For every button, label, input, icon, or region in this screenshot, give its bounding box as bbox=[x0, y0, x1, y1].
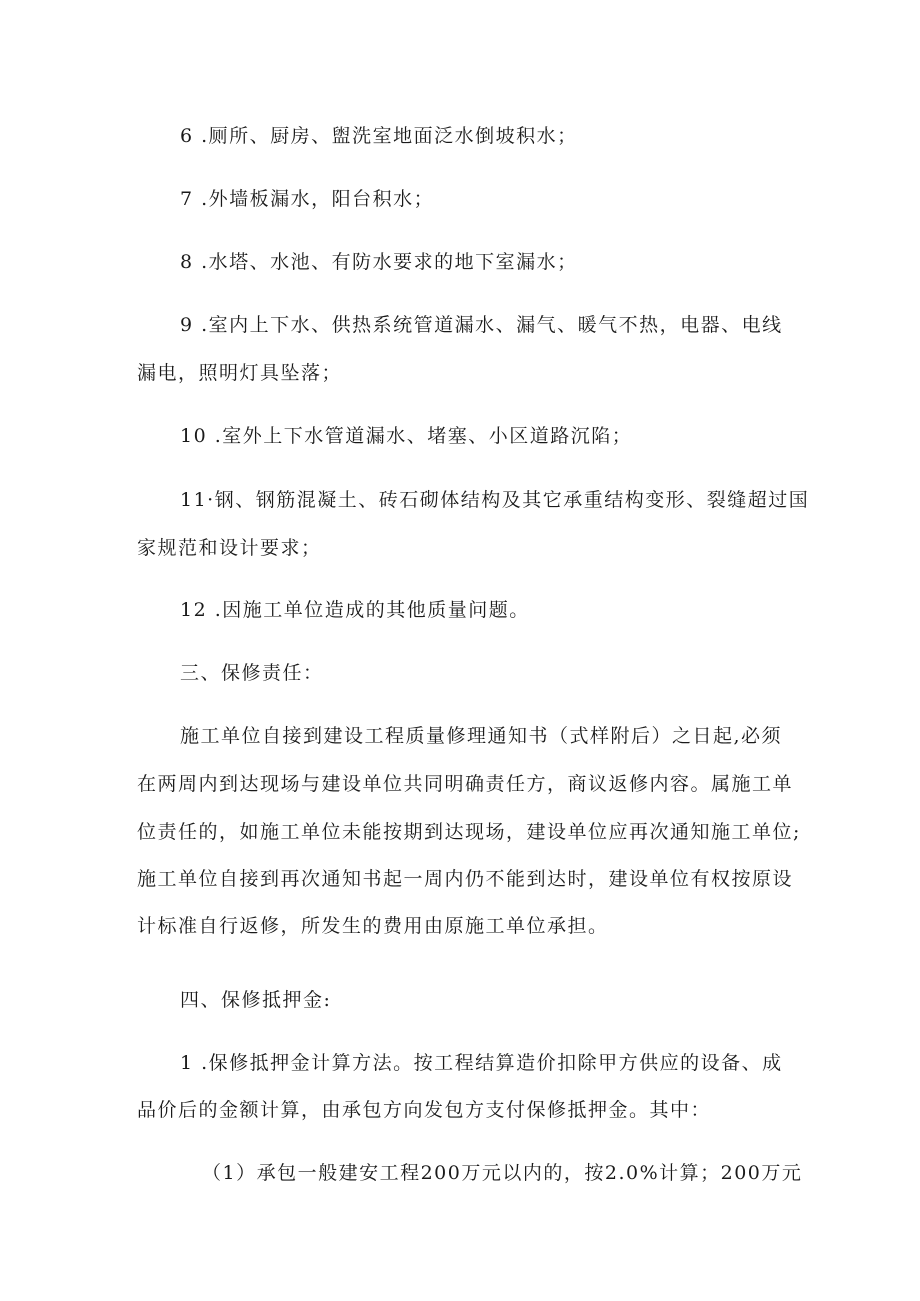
item-11-line-1: 11·钢、钢筋混凝土、砖石砌体结构及其它承重结构变形、裂缝超过国 bbox=[180, 489, 810, 511]
item-10: 10 .室外上下水管道漏水、堵塞、小区道路沉陷； bbox=[180, 425, 633, 447]
item-12: 12 .因施工单位造成的其他质量问题。 bbox=[180, 599, 530, 621]
section-3-paragraph-line-5: 计标准自行返修，所发生的费用由原施工单位承担。 bbox=[137, 915, 609, 937]
section-4-heading: 四、保修抵押金: bbox=[180, 989, 332, 1011]
item-9-line-2: 漏电，照明灯具坠落； bbox=[137, 362, 343, 384]
section-3-paragraph-line-1: 施工单位自接到建设工程质量修理通知书（式样附后）之日起,必须 bbox=[180, 725, 783, 747]
section-3-heading: 三、保修责任： bbox=[180, 662, 324, 684]
section-3-paragraph-line-4: 施工单位自接到再次通知书起一周内仍不能到达时，建设单位有权按原设 bbox=[137, 868, 794, 890]
item-6: 6 .厕所、厨房、盥洗室地面泛水倒坡积水； bbox=[180, 125, 578, 147]
section-4-subitem-1: （1）承包一般建安工程200万元以内的，按2.0%计算；200万元 bbox=[202, 1162, 803, 1184]
section-3-paragraph-line-3: 位责任的，如施工单位未能按期到达现场，建设单位应再次通知施工单位; bbox=[137, 821, 801, 843]
section-3-paragraph-line-2: 在两周内到达现场与建设单位共同明确责任方，商议返修内容。属施工单 bbox=[137, 773, 794, 795]
item-7: 7 .外墙板漏水，阳台积水； bbox=[180, 188, 435, 210]
item-9-line-1: 9 .室内上下水、供热系统管道漏水、漏气、暖气不热，电器、电线 bbox=[180, 314, 783, 336]
item-11-line-2: 家规范和设计要求； bbox=[137, 537, 322, 559]
section-4-item-1-line-1: 1 .保修抵押金计算方法。按工程结算造价扣除甲方供应的设备、成 bbox=[180, 1052, 783, 1074]
item-8: 8 .水塔、水池、有防水要求的地下室漏水； bbox=[180, 251, 578, 273]
section-4-item-1-line-2: 品价后的金额计算，由承包方向发包方支付保修抵押金。其中： bbox=[137, 1099, 712, 1121]
